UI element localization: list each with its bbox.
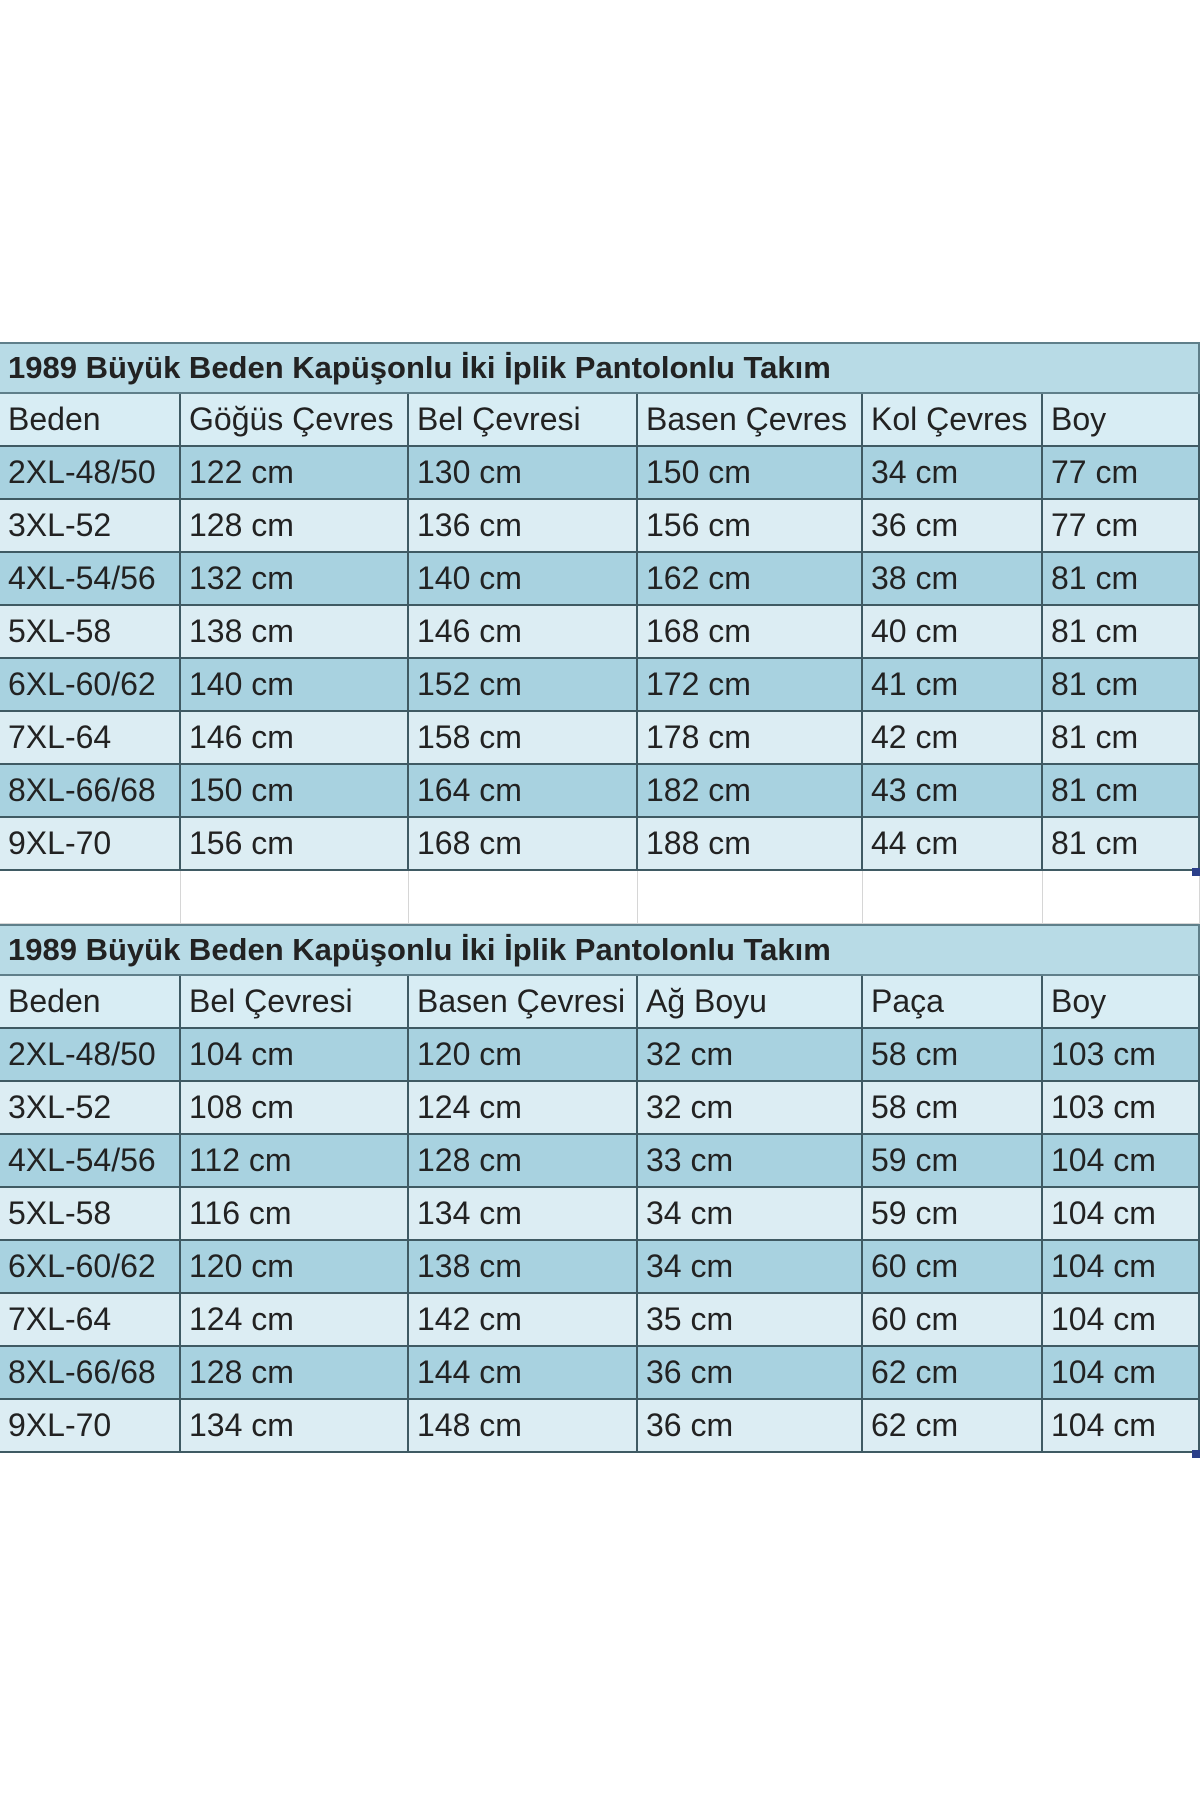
value-cell: 32 cm — [638, 1029, 863, 1080]
size-table-top — [0, 342, 1200, 924]
value-cell: 58 cm — [863, 1029, 1043, 1080]
value-cell: 134 cm — [181, 1400, 409, 1451]
value-cell: 122 cm — [181, 447, 409, 498]
table-row — [0, 1400, 1200, 1453]
table-row — [0, 712, 1200, 765]
value-cell: 128 cm — [181, 1347, 409, 1398]
value-cell: 104 cm — [1043, 1400, 1200, 1451]
value-cell: 104 cm — [1043, 1135, 1200, 1186]
value-cell: 104 cm — [1043, 1188, 1200, 1239]
value-cell: 104 cm — [181, 1029, 409, 1080]
value-cell: 33 cm — [638, 1135, 863, 1186]
table-row — [0, 1082, 1200, 1135]
value-cell: 43 cm — [863, 765, 1043, 816]
value-cell: 34 cm — [638, 1241, 863, 1292]
table-row — [0, 447, 1200, 500]
header-cell: Bel Çevresi — [181, 976, 409, 1027]
table-row — [0, 1347, 1200, 1400]
value-cell: 140 cm — [181, 659, 409, 710]
size-cell: 7XL-64 — [0, 1294, 181, 1345]
value-cell: 156 cm — [638, 500, 863, 551]
size-cell: 8XL-66/68 — [0, 765, 181, 816]
value-cell: 34 cm — [863, 447, 1043, 498]
value-cell: 81 cm — [1043, 712, 1200, 763]
value-cell: 77 cm — [1043, 500, 1200, 551]
value-cell: 81 cm — [1043, 818, 1200, 869]
value-cell: 138 cm — [181, 606, 409, 657]
value-cell: 188 cm — [638, 818, 863, 869]
size-cell: 9XL-70 — [0, 1400, 181, 1451]
value-cell: 128 cm — [181, 500, 409, 551]
value-cell: 168 cm — [409, 818, 638, 869]
empty-cell — [863, 871, 1043, 923]
value-cell: 140 cm — [409, 553, 638, 604]
size-cell: 8XL-66/68 — [0, 1347, 181, 1398]
resize-handle-icon[interactable] — [1192, 868, 1200, 876]
empty-cell — [1043, 871, 1200, 923]
value-cell: 81 cm — [1043, 553, 1200, 604]
header-cell: Boy — [1043, 976, 1200, 1027]
size-cell: 5XL-58 — [0, 1188, 181, 1239]
size-table-bottom — [0, 924, 1200, 1453]
value-cell: 35 cm — [638, 1294, 863, 1345]
size-cell: 2XL-48/50 — [0, 1029, 181, 1080]
value-cell: 60 cm — [863, 1294, 1043, 1345]
empty-cell — [638, 871, 863, 923]
value-cell: 146 cm — [409, 606, 638, 657]
table-row — [0, 500, 1200, 553]
value-cell: 41 cm — [863, 659, 1043, 710]
size-cell: 3XL-52 — [0, 1082, 181, 1133]
value-cell: 62 cm — [863, 1347, 1043, 1398]
value-cell: 104 cm — [1043, 1347, 1200, 1398]
size-cell: 6XL-60/62 — [0, 659, 181, 710]
value-cell: 120 cm — [409, 1029, 638, 1080]
value-cell: 150 cm — [181, 765, 409, 816]
value-cell: 136 cm — [409, 500, 638, 551]
value-cell: 128 cm — [409, 1135, 638, 1186]
value-cell: 148 cm — [409, 1400, 638, 1451]
value-cell: 36 cm — [863, 500, 1043, 551]
value-cell: 134 cm — [409, 1188, 638, 1239]
empty-cell — [409, 871, 638, 923]
value-cell: 44 cm — [863, 818, 1043, 869]
header-cell: Beden — [0, 976, 181, 1027]
value-cell: 81 cm — [1043, 606, 1200, 657]
table-title: 1989 Büyük Beden Kapüşonlu İki İplik Pantolonlu Takım — [0, 924, 1200, 976]
header-cell: Kol Çevres — [863, 394, 1043, 445]
table-row — [0, 765, 1200, 818]
value-cell: 162 cm — [638, 553, 863, 604]
value-cell: 168 cm — [638, 606, 863, 657]
value-cell: 150 cm — [638, 447, 863, 498]
value-cell: 146 cm — [181, 712, 409, 763]
value-cell: 81 cm — [1043, 659, 1200, 710]
table-row — [0, 1188, 1200, 1241]
table-title: 1989 Büyük Beden Kapüşonlu İki İplik Pantolonlu Takım — [0, 342, 1200, 394]
value-cell: 108 cm — [181, 1082, 409, 1133]
size-cell: 9XL-70 — [0, 818, 181, 869]
value-cell: 164 cm — [409, 765, 638, 816]
header-row — [0, 394, 1200, 447]
value-cell: 178 cm — [638, 712, 863, 763]
value-cell: 144 cm — [409, 1347, 638, 1398]
header-cell: Ağ Boyu — [638, 976, 863, 1027]
value-cell: 182 cm — [638, 765, 863, 816]
value-cell: 104 cm — [1043, 1241, 1200, 1292]
value-cell: 103 cm — [1043, 1029, 1200, 1080]
table-row — [0, 606, 1200, 659]
value-cell: 112 cm — [181, 1135, 409, 1186]
value-cell: 120 cm — [181, 1241, 409, 1292]
value-cell: 58 cm — [863, 1082, 1043, 1133]
empty-cell — [181, 871, 409, 923]
table-row — [0, 1294, 1200, 1347]
value-cell: 60 cm — [863, 1241, 1043, 1292]
table-row — [0, 1135, 1200, 1188]
value-cell: 152 cm — [409, 659, 638, 710]
value-cell: 77 cm — [1043, 447, 1200, 498]
value-cell: 42 cm — [863, 712, 1043, 763]
value-cell: 59 cm — [863, 1135, 1043, 1186]
table-row — [0, 818, 1200, 871]
size-cell: 4XL-54/56 — [0, 1135, 181, 1186]
value-cell: 124 cm — [409, 1082, 638, 1133]
size-cell: 2XL-48/50 — [0, 447, 181, 498]
value-cell: 124 cm — [181, 1294, 409, 1345]
header-cell: Beden — [0, 394, 181, 445]
value-cell: 38 cm — [863, 553, 1043, 604]
value-cell: 138 cm — [409, 1241, 638, 1292]
header-cell: Boy — [1043, 394, 1200, 445]
size-cell: 7XL-64 — [0, 712, 181, 763]
header-row — [0, 976, 1200, 1029]
header-cell: Paça — [863, 976, 1043, 1027]
empty-cell — [0, 871, 181, 923]
header-cell: Basen Çevresi — [409, 976, 638, 1027]
size-cell: 4XL-54/56 — [0, 553, 181, 604]
header-cell: Göğüs Çevres — [181, 394, 409, 445]
value-cell: 32 cm — [638, 1082, 863, 1133]
value-cell: 62 cm — [863, 1400, 1043, 1451]
value-cell: 130 cm — [409, 447, 638, 498]
value-cell: 36 cm — [638, 1400, 863, 1451]
value-cell: 132 cm — [181, 553, 409, 604]
blank-row — [0, 871, 1200, 924]
value-cell: 172 cm — [638, 659, 863, 710]
table-row — [0, 659, 1200, 712]
table-row — [0, 1241, 1200, 1294]
value-cell: 81 cm — [1043, 765, 1200, 816]
value-cell: 59 cm — [863, 1188, 1043, 1239]
header-cell: Basen Çevres — [638, 394, 863, 445]
value-cell: 103 cm — [1043, 1082, 1200, 1133]
header-cell: Bel Çevresi — [409, 394, 638, 445]
value-cell: 40 cm — [863, 606, 1043, 657]
table-row — [0, 553, 1200, 606]
size-cell: 6XL-60/62 — [0, 1241, 181, 1292]
resize-handle-icon[interactable] — [1192, 1450, 1200, 1458]
size-cell: 3XL-52 — [0, 500, 181, 551]
size-cell: 5XL-58 — [0, 606, 181, 657]
table-row — [0, 1029, 1200, 1082]
value-cell: 142 cm — [409, 1294, 638, 1345]
value-cell: 104 cm — [1043, 1294, 1200, 1345]
value-cell: 156 cm — [181, 818, 409, 869]
value-cell: 34 cm — [638, 1188, 863, 1239]
value-cell: 36 cm — [638, 1347, 863, 1398]
value-cell: 116 cm — [181, 1188, 409, 1239]
value-cell: 158 cm — [409, 712, 638, 763]
